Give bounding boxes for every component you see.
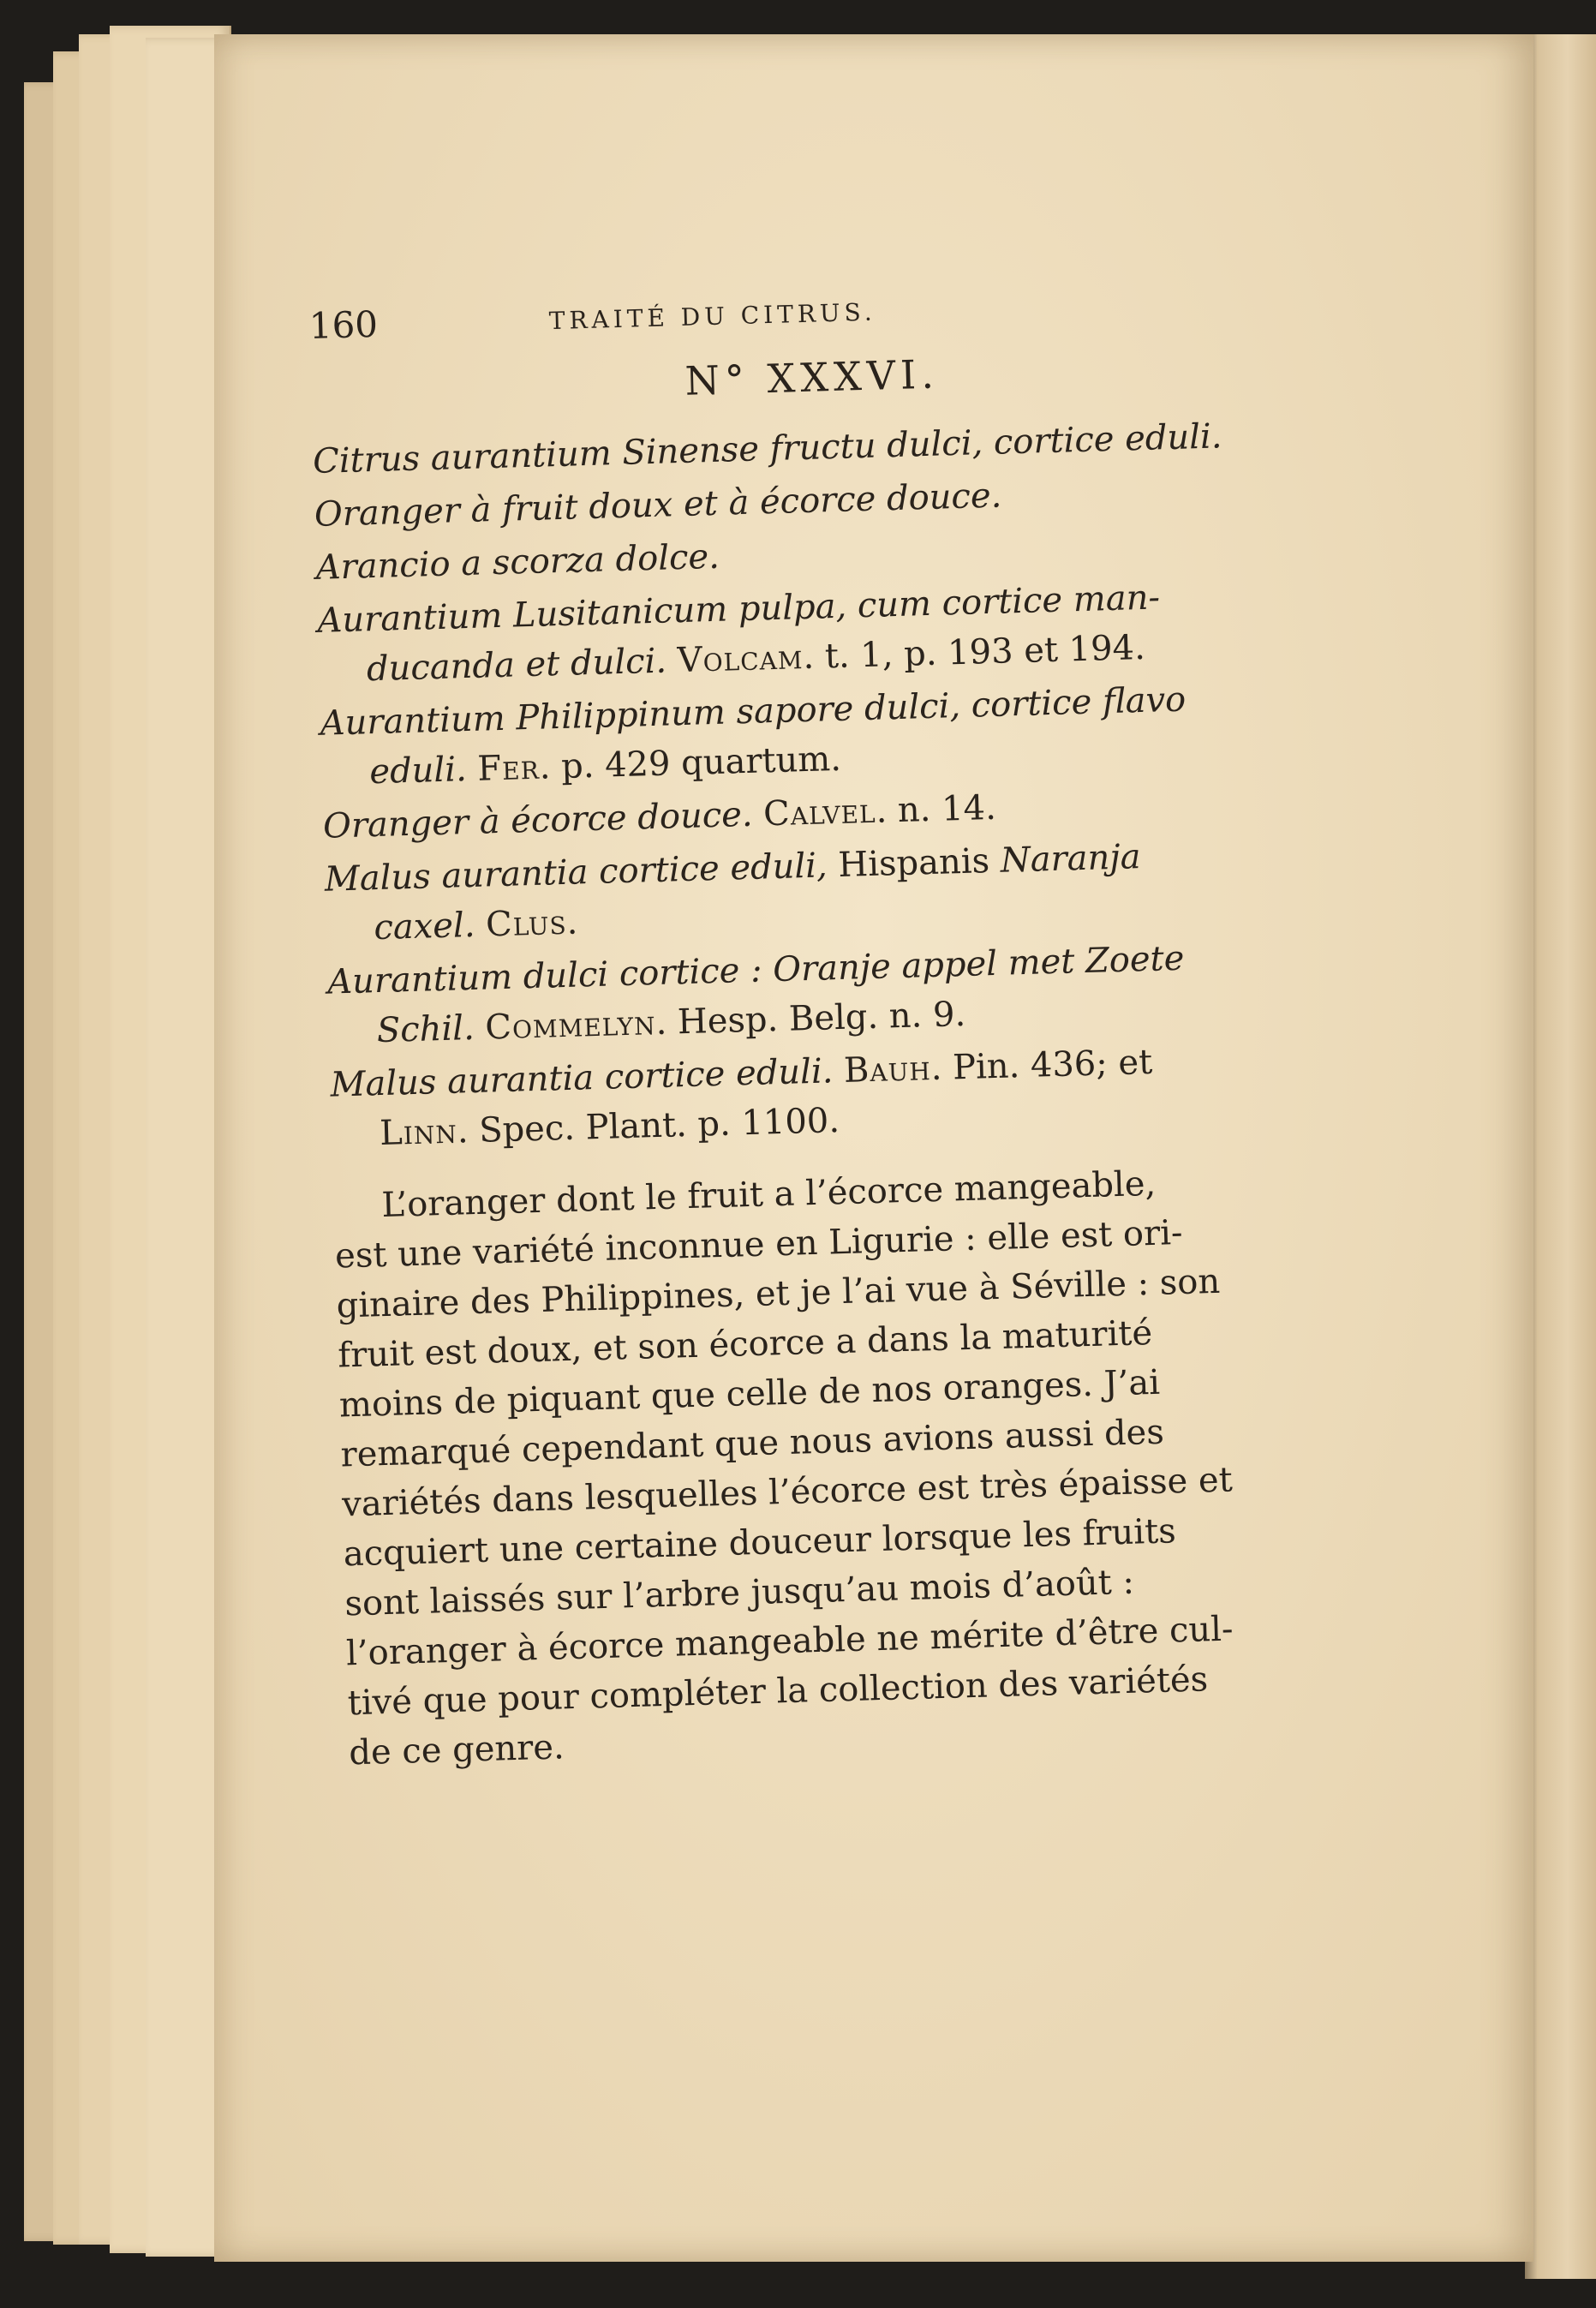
text-run: . Pin. 436; et: [930, 1042, 1153, 1089]
text-run: Calvel: [762, 791, 877, 834]
text-run: . n. 14.: [875, 787, 997, 831]
text-run: . t. 1, p. 193 et 194.: [802, 627, 1146, 678]
facing-page-edge: [1525, 34, 1596, 2279]
text-run: Malus aurantia cortice eduli,: [324, 846, 839, 900]
paragraph-line: remarqué cependant que nous avions aussi des: [340, 1412, 1165, 1475]
text-run: Arancio a scorza dolce.: [315, 536, 720, 588]
paragraph-line: fruit est doux, et son écorce a dans la maturité: [337, 1312, 1153, 1376]
text-run: . Spec. Plant. p. 1100.: [457, 1101, 840, 1151]
page-number: 160: [308, 302, 379, 347]
synonym-list: [312, 406, 1437, 1160]
text-run: Hispanis: [837, 840, 1001, 885]
text-run: caxel.: [373, 905, 487, 948]
text-run: Commelyn: [484, 1003, 657, 1048]
paragraph-line: ginaire des Philippines, et je l’ai vue à Séville : son: [336, 1261, 1221, 1326]
text-run: Schil.: [376, 1008, 487, 1051]
text-run: Linn: [379, 1111, 458, 1154]
page-text: [308, 269, 1455, 1778]
text-run: . Hesp. Belg. n. 9.: [655, 994, 966, 1043]
text-run: Fer: [476, 747, 541, 789]
text-run: Volcam: [677, 637, 804, 681]
paragraph-line: l’oranger à écorce mangeable ne mérite d’être cul-: [345, 1609, 1234, 1674]
paragraph-line: variétés dans lesquelles l’écorce est très épaisse et: [341, 1460, 1234, 1525]
body-paragraph: [333, 1151, 1455, 1779]
text-run: .: [565, 902, 578, 942]
paragraph-line: est une variété inconnue en Ligurie : elle est ori-: [334, 1212, 1184, 1277]
text-run: eduli.: [368, 749, 479, 792]
text-run: Aurantium Philippinum sapore dulci, cortice flavo: [320, 679, 1187, 744]
section-number: N° XXXVI.: [684, 350, 940, 404]
text-run: Clus: [485, 902, 568, 945]
text-run: Aurantium dulci cortice : Oranje appel met Zoete: [326, 938, 1185, 1002]
paragraph-line: tivé que pour compléter la collection des variétés: [347, 1659, 1209, 1724]
text-run: Oranger à fruit doux et à écorce douce.: [314, 475, 1002, 535]
paragraph-line: L’oranger dont le fruit a l’écorce mangeable,: [380, 1163, 1157, 1226]
paragraph-line: acquiert une certaine douceur lorsque les fruits: [343, 1511, 1177, 1575]
text-run: Citrus aurantium Sinense fructu dulci, cortice eduli.: [312, 416, 1223, 481]
running-title: TRAITÉ DU CITRUS.: [548, 297, 877, 336]
paragraph-line: sont laissés sur l’arbre jusqu’au mois d’août :: [344, 1562, 1135, 1624]
paragraph-line: de ce genre.: [348, 1727, 565, 1773]
text-run: Malus aurantia cortice eduli.: [329, 1050, 845, 1105]
text-run: ducanda et dulci.: [366, 641, 678, 690]
paragraph-line: moins de piquant que celle de nos oranges. J’ai: [338, 1362, 1161, 1426]
text-run: Bauh: [843, 1049, 932, 1091]
text-run: Naranja: [1000, 837, 1142, 881]
text-run: Oranger à écorce douce.: [322, 794, 764, 846]
text-run: . p. 429 quartum.: [539, 738, 842, 787]
text-run: Aurantium Lusitanicum pulpa, cum cortice man-: [316, 577, 1161, 641]
